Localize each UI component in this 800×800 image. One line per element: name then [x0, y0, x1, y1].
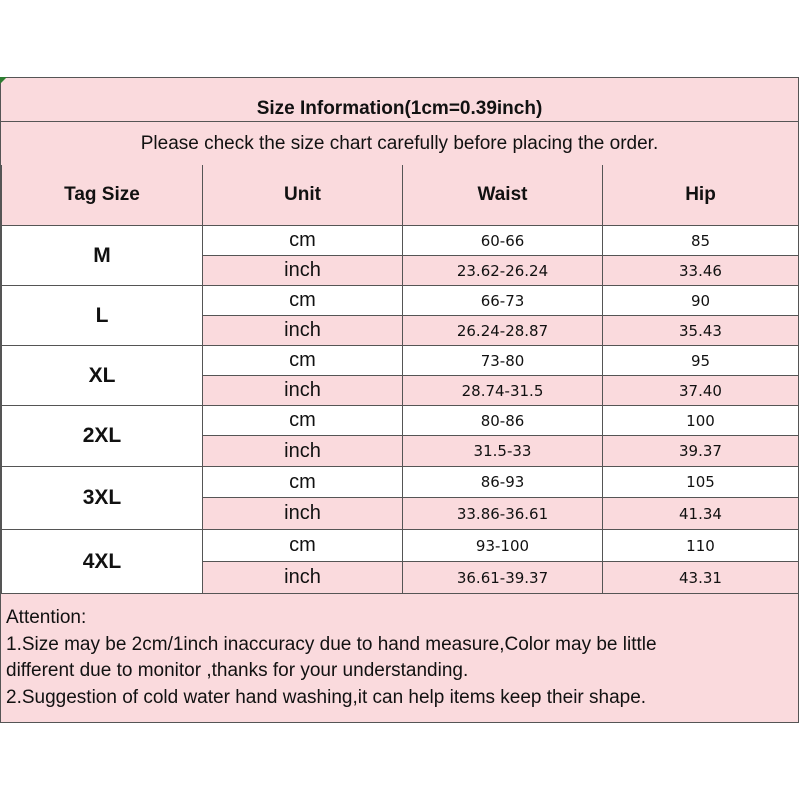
tag-size-cell: 4XL	[2, 530, 203, 594]
unit-cell: inch	[203, 256, 403, 286]
waist-cell: 31.5-33	[403, 436, 603, 467]
hip-cell: 95	[603, 346, 799, 376]
size-table	[1, 165, 799, 594]
attention-heading: Attention:	[6, 607, 87, 628]
chart-subtitle: Please check the size chart carefully before placing the order.	[1, 122, 798, 166]
waist-cell: 26.24-28.87	[403, 316, 603, 346]
unit-cell: cm	[203, 346, 403, 376]
size-chart	[0, 77, 799, 723]
waist-cell: 36.61-39.37	[403, 562, 603, 594]
tag-size-cell: XL	[2, 346, 203, 406]
waist-cell: 80-86	[403, 406, 603, 436]
header-hip: Hip	[603, 165, 799, 226]
corner-mark	[0, 77, 7, 84]
waist-cell: 33.86-36.61	[403, 498, 603, 530]
unit-cell: inch	[203, 376, 403, 406]
hip-cell: 43.31	[603, 562, 799, 594]
hip-cell: 35.43	[603, 316, 799, 346]
attention-line-2: 2.Suggestion of cold water hand washing,it can help items keep their shape.	[6, 686, 647, 708]
attention-line-1b: different due to monitor ,thanks for your understanding.	[6, 660, 469, 681]
hip-cell: 90	[603, 286, 799, 316]
table-row	[2, 467, 799, 498]
waist-cell: 60-66	[403, 226, 603, 256]
attention-notes	[6, 605, 796, 711]
tag-size-cell: 2XL	[2, 406, 203, 467]
table-row	[2, 530, 799, 562]
unit-cell: inch	[203, 316, 403, 346]
hip-cell: 85	[603, 226, 799, 256]
table-header-row	[2, 165, 799, 226]
table-row	[2, 406, 799, 436]
unit-cell: inch	[203, 562, 403, 594]
unit-cell: inch	[203, 498, 403, 530]
unit-cell: inch	[203, 436, 403, 467]
tag-size-cell: 3XL	[2, 467, 203, 530]
waist-cell: 66-73	[403, 286, 603, 316]
header-waist: Waist	[403, 165, 603, 226]
waist-cell: 86-93	[403, 467, 603, 498]
table-row	[2, 286, 799, 316]
hip-cell: 41.34	[603, 498, 799, 530]
table-row	[2, 226, 799, 256]
hip-cell: 100	[603, 406, 799, 436]
unit-cell: cm	[203, 467, 403, 498]
hip-cell: 39.37	[603, 436, 799, 467]
hip-cell: 33.46	[603, 256, 799, 286]
tag-size-cell: L	[2, 286, 203, 346]
waist-cell: 28.74-31.5	[403, 376, 603, 406]
unit-cell: cm	[203, 286, 403, 316]
unit-cell: cm	[203, 226, 403, 256]
attention-line-1a: 1.Size may be 2cm/1inch inaccuracy due to hand measure,Color may be little	[6, 633, 657, 655]
header-unit: Unit	[203, 165, 403, 226]
hip-cell: 37.40	[603, 376, 799, 406]
hip-cell: 105	[603, 467, 799, 498]
chart-title: Size Information(1cm=0.39inch)	[1, 78, 798, 122]
header-tag-size: Tag Size	[2, 165, 203, 226]
unit-cell: cm	[203, 530, 403, 562]
waist-cell: 93-100	[403, 530, 603, 562]
unit-cell: cm	[203, 406, 403, 436]
tag-size-cell: M	[2, 226, 203, 286]
table-row	[2, 346, 799, 376]
hip-cell: 110	[603, 530, 799, 562]
waist-cell: 73-80	[403, 346, 603, 376]
waist-cell: 23.62-26.24	[403, 256, 603, 286]
